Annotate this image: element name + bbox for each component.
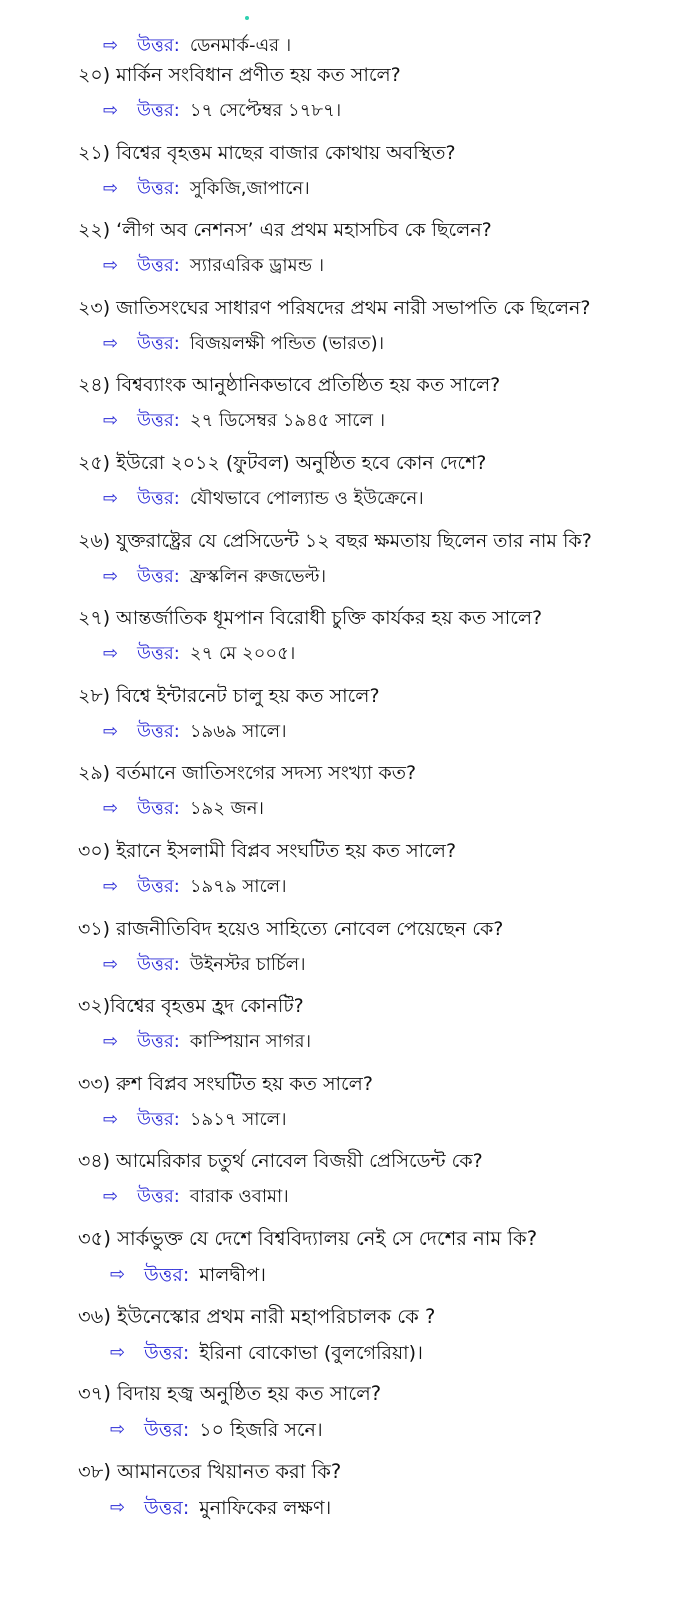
answer-text: ১৯১৭ সালে।	[189, 1108, 287, 1130]
answer-label: উত্তর:	[137, 798, 180, 820]
answer-label: উত্তর:	[137, 255, 180, 277]
decorative-dot	[245, 16, 249, 20]
answer-text: মালদ্বীপ।	[199, 1264, 266, 1286]
arrow-right-icon: ⇨	[110, 1419, 126, 1441]
answer-text: বিজয়লক্ষী পন্ডিত (ভারত)।	[189, 332, 385, 354]
answer-label: উত্তর:	[144, 1496, 190, 1519]
answer-label: উত্তর:	[137, 332, 180, 354]
question-text: ৩৬) ইউনেস্কোর প্রথম নারী মহাপরিচালক কে ?	[78, 1304, 436, 1328]
answer-row	[103, 253, 324, 279]
arrow-right-icon: ⇨	[110, 1264, 126, 1285]
answer-row	[110, 1417, 323, 1443]
answer-row	[103, 952, 306, 978]
arrow-right-icon: ⇨	[110, 1496, 126, 1518]
answer-label: উত্তর:	[137, 1108, 180, 1130]
answer-label: উত্তর:	[144, 1264, 190, 1286]
answer-text: ইরিনা বোকোভা (বুলগেরিয়া)।	[199, 1341, 423, 1364]
arrow-right-icon: ⇨	[103, 410, 119, 432]
question-text: ২২) ‘লীগ অব নেশনস’ এর প্রথম মহাসচিব কে ছিলেন?	[78, 219, 492, 242]
answer-row	[110, 1340, 423, 1366]
answer-row	[103, 796, 264, 822]
arrow-right-icon: ⇨	[103, 35, 119, 56]
arrow-right-icon: ⇨	[103, 876, 119, 897]
answer-text: মুনাফিকের লক্ষণ।	[199, 1496, 332, 1519]
question-text: ২১) বিশ্বের বৃহত্তম মাছের বাজার কোথায় অবস্থিত?	[78, 141, 456, 164]
answer-label: উত্তর:	[137, 100, 180, 121]
question-text: ৩৭) বিদায় হজ্ব অনুষ্ঠিত হয় কত সালে?	[78, 1382, 382, 1406]
answer-row	[103, 408, 385, 434]
question-text: ৩১) রাজনীতিবিদ হয়েও সাহিত্যে নোবেল পেয়েছেন কে?	[78, 917, 504, 940]
answer-text: উইনস্টর চার্চিল।	[189, 953, 306, 975]
question-text: ৩৫) সার্কভুক্ত যে দেশে বিশ্ববিদ্যালয় নেই সে দেশের নাম কি?	[78, 1227, 538, 1250]
arrow-right-icon: ⇨	[103, 1186, 119, 1208]
answer-text: স্যারএরিক ড্রামন্ড ।	[189, 255, 325, 277]
arrow-right-icon: ⇨	[103, 720, 119, 742]
answer-row	[103, 98, 341, 124]
answer-text: কাস্পিয়ান সাগর।	[189, 1031, 312, 1053]
answer-text: ২৭ ডিসেম্বর ১৯৪৫ সালে ।	[189, 410, 386, 432]
answer-label: উত্তর:	[137, 488, 180, 509]
arrow-right-icon: ⇨	[103, 177, 119, 199]
answer-label: উত্তর:	[137, 410, 180, 432]
answer-row	[103, 1029, 311, 1055]
answer-row	[110, 1495, 331, 1521]
answer-text: ১০ হিজরি সনে।	[199, 1419, 323, 1442]
answer-row	[103, 874, 287, 900]
question-text: ৩৩) রুশ বিপ্লব সংঘটিত হয় কত সালে?	[78, 1072, 373, 1095]
question-text: ২৩) জাতিসংঘের সাধারণ পরিষদের প্রথম নারী সভাপতি কে ছিলেন?	[78, 296, 591, 319]
arrow-right-icon: ⇨	[103, 1108, 119, 1130]
arrow-right-icon: ⇨	[103, 100, 119, 121]
answer-row	[103, 1107, 287, 1133]
answer-text: সুকিজি,জাপানে।	[189, 177, 310, 199]
answer-label: উত্তর:	[137, 1031, 180, 1053]
answer-text: ডেনমার্ক-এর ।	[189, 35, 292, 56]
arrow-right-icon: ⇨	[103, 798, 119, 820]
answer-text: ১৯৭৯ সালে।	[189, 876, 287, 897]
answer-text: বারাক ওবামা।	[189, 1186, 289, 1208]
question-text: ২৬) যুক্তরাষ্ট্রের যে প্রেসিডেন্ট ১২ বছর ক্ষমতায় ছিলেন তার নাম কি?	[78, 529, 592, 552]
answer-label: উত্তর:	[137, 876, 180, 897]
answer-label: উত্তর:	[144, 1341, 190, 1364]
question-text: ২৫) ইউরো ২০১২ (ফুটবল) অনুষ্ঠিত হবে কোন দেশে?	[78, 452, 487, 474]
question-text: ২৭) আন্তর্জাতিক ধূমপান বিরোধী চুক্তি কার্যকর হয় কত সালে?	[78, 607, 543, 630]
answer-label: উত্তর:	[137, 1186, 180, 1208]
arrow-right-icon: ⇨	[103, 332, 119, 354]
answer-label: উত্তর:	[144, 1419, 190, 1442]
answer-row	[103, 331, 384, 357]
answer-text: ২৭ মে ২০০৫।	[189, 643, 296, 665]
arrow-right-icon: ⇨	[103, 255, 119, 277]
arrow-right-icon: ⇨	[103, 565, 119, 587]
question-text: ২৮) বিশ্বে ইন্টারনেট চালু হয় কত সালে?	[78, 684, 380, 707]
arrow-right-icon: ⇨	[103, 953, 119, 975]
answer-text: ১৯২ জন।	[189, 798, 264, 820]
answer-row	[103, 719, 287, 745]
arrow-right-icon: ⇨	[103, 643, 119, 665]
answer-row	[103, 486, 424, 512]
answer-text: ১৭ সেপ্টেম্বর ১৭৮৭।	[189, 100, 342, 121]
answer-label: উত্তর:	[137, 565, 180, 587]
answer-text: যৌথভাবে পোল্যান্ড ও ইউক্রেনে।	[189, 488, 424, 509]
answer-label: উত্তর:	[137, 177, 180, 199]
answer-label: উত্তর:	[137, 720, 180, 742]
question-text: ২০) মার্কিন সংবিধান প্রণীত হয় কত সালে?	[78, 64, 401, 86]
question-text: ৩৮) আমানতের খিয়ানত করা কি?	[78, 1459, 342, 1483]
answer-row	[103, 176, 310, 202]
answer-row	[103, 1184, 289, 1210]
arrow-right-icon: ⇨	[103, 1031, 119, 1053]
question-text: ৩৪) আমেরিকার চতুর্থ নোবেল বিজয়ী প্রেসিডেন্ট কে?	[78, 1150, 483, 1173]
question-text: ৩২)বিশ্বের বৃহত্তম হ্রদ কোনটি?	[78, 995, 304, 1018]
arrow-right-icon: ⇨	[103, 488, 119, 509]
arrow-right-icon: ⇨	[110, 1341, 126, 1363]
answer-row	[103, 641, 295, 667]
answer-row	[103, 564, 326, 590]
question-text: ২৯) বর্তমানে জাতিসংগের সদস্য সংখ্যা কত?	[78, 762, 417, 785]
question-text: ৩০) ইরানে ইসলামী বিপ্লব সংঘটিত হয় কত সালে?	[78, 840, 457, 862]
answer-label: উত্তর:	[137, 35, 180, 56]
answer-row	[110, 1262, 266, 1288]
answer-label: উত্তর:	[137, 643, 180, 665]
answer-text: ফ্রস্কলিন রুজভেল্ট।	[189, 565, 327, 587]
answer-label: উত্তর:	[137, 953, 180, 975]
question-text: ২৪) বিশ্বব্যাংক আনুষ্ঠানিকভাবে প্রতিষ্ঠিত হয় কত সালে?	[78, 374, 501, 397]
answer-row	[103, 33, 291, 59]
answer-text: ১৯৬৯ সালে।	[189, 720, 287, 742]
